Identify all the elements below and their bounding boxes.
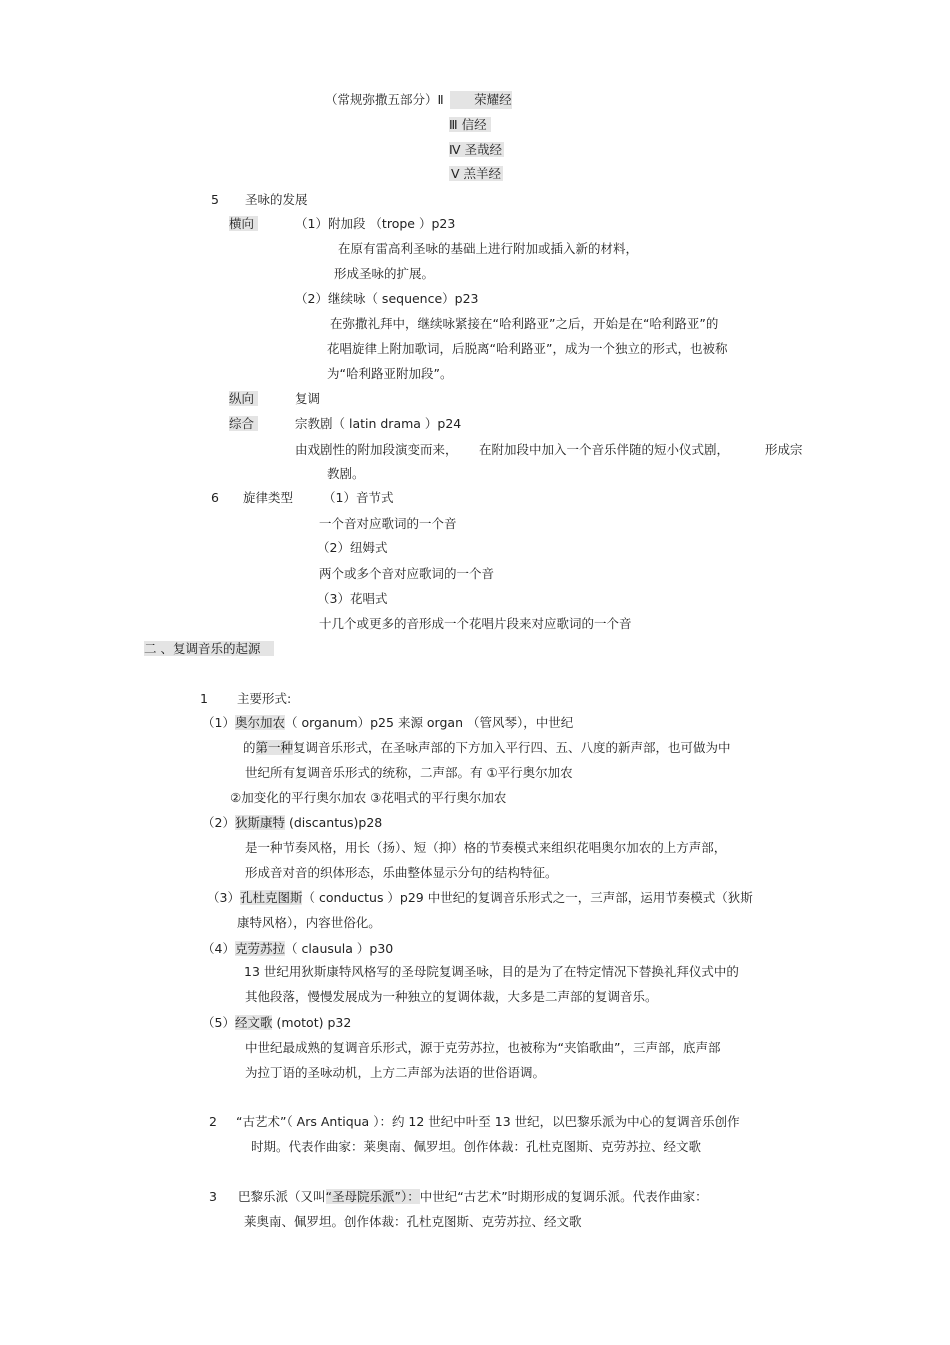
discantus-desc-2: 形成音对音的织体形态，乐曲整体显示分句的结构特征。 bbox=[245, 865, 558, 880]
clausula-desc-2: 其他段落，慢慢发展成为一种独立的复调体裁，大多是二声部的复调音乐。 bbox=[245, 989, 658, 1004]
organum-name: 奥尔加农 bbox=[234, 715, 285, 730]
sequence-desc-1: 在弥撒礼拜中，继续咏紧接在“哈利路亚”之后，开始是在“哈利路亚”的 bbox=[330, 316, 719, 331]
melody-type-1: （1）音节式 bbox=[323, 490, 394, 505]
p1-number: 1 bbox=[200, 691, 208, 706]
s5-horizontal-label bbox=[229, 215, 258, 233]
section-2-heading-text: 二 、复调音乐的起源 bbox=[144, 641, 274, 656]
mass-prefix: （常规弥撒五部分）Ⅱ bbox=[325, 92, 444, 107]
mass-agnus-dei: Ⅴ 羔羊经 bbox=[451, 166, 502, 181]
p3-text-a: 巴黎乐派（又叫 bbox=[238, 1189, 326, 1204]
discantus-index: （2） bbox=[202, 815, 235, 830]
clausula-index: （4） bbox=[202, 941, 235, 956]
motet-heading bbox=[202, 1014, 351, 1032]
melody-type-3-desc: 十几个或更多的音形成一个花唱片段来对应歌词的一个音 bbox=[319, 616, 632, 631]
discantus-desc-1: 是一种节奏风格，用长（扬）、短（抑）格的节奏模式来组织花唱奥尔加农的上方声部， bbox=[245, 840, 727, 855]
drama-desc-1c: 形成宗 bbox=[765, 442, 803, 457]
horizontal-label-text: 横向 bbox=[229, 216, 258, 231]
mass-parts-line-3 bbox=[449, 116, 491, 134]
motet-rest: (motot) p32 bbox=[272, 1015, 352, 1030]
s5-title: 圣咏的发展 bbox=[245, 192, 308, 207]
drama-desc-1b: 在附加段中加入一个音乐伴随的短小仪式剧， bbox=[479, 442, 730, 457]
mass-gloria: 荣耀经 bbox=[450, 91, 512, 109]
vertical-text: 复调 bbox=[295, 391, 321, 406]
combined-label-text: 综合 bbox=[229, 416, 258, 431]
melody-type-3: （3）花唱式 bbox=[317, 591, 388, 606]
conductus-rest: （ conductus ）p29 中世纪的复调音乐形式之一，三声部，运用节奏模式（狄斯 bbox=[302, 890, 753, 905]
melody-type-2-desc: 两个或多个音对应歌词的一个音 bbox=[319, 566, 495, 581]
s6-number: 6 bbox=[211, 490, 219, 505]
mass-parts-line-4 bbox=[449, 141, 504, 159]
conductus-name: 孔杜克图斯 bbox=[239, 890, 303, 905]
p2-desc-1: 时期。代表作曲家：莱奥南、佩罗坦。创作体裁：孔杜克图斯、克劳苏拉、经文歌 bbox=[251, 1139, 702, 1154]
discantus-rest: (discantus)p28 bbox=[284, 815, 383, 830]
clausula-rest: （ clausula ）p30 bbox=[284, 941, 394, 956]
sequence-desc-2: 花唱旋律上附加歌词，后脱离“哈利路亚”，成为一个独立的形式，也被称 bbox=[327, 341, 728, 356]
discantus-heading bbox=[202, 814, 382, 832]
p3-text-b: “圣母院乐派”）： bbox=[325, 1189, 420, 1204]
vertical-label-text: 纵向 bbox=[229, 391, 258, 406]
drama-desc-2: 教剧。 bbox=[327, 466, 365, 481]
p2-text: “古艺术”（ Ars Antiqua ）：约 12 世纪中叶至 13 世纪，以巴黎乐派为中心的复调音乐创作 bbox=[236, 1114, 740, 1129]
organum-desc-1a: 的 bbox=[243, 740, 256, 755]
trope-desc-2: 形成圣咏的扩展。 bbox=[334, 266, 435, 281]
drama-desc-1a: 由戏剧性的附加段演变而来， bbox=[295, 442, 458, 457]
organum-index: （1） bbox=[202, 715, 235, 730]
p3-number: 3 bbox=[209, 1189, 217, 1204]
combined-text: 宗教剧（ latin drama ）p24 bbox=[295, 416, 462, 431]
clausula-name: 克劳苏拉 bbox=[234, 941, 285, 956]
s5-vertical-label bbox=[229, 390, 258, 408]
organum-rest: （ organum）p25 来源 organ （管风琴），中世纪 bbox=[284, 715, 574, 730]
s6-title: 旋律类型 bbox=[243, 490, 294, 505]
sequence-desc-3: 为“哈利路亚附加段”。 bbox=[327, 366, 453, 381]
mass-credo: Ⅲ 信经 bbox=[449, 117, 491, 132]
discantus-name: 狄斯康特 bbox=[234, 815, 285, 830]
organum-desc-1c: 复调音乐形式，在圣咏声部的下方加入平行四、五、八度的新声部，也可做为中 bbox=[293, 740, 731, 755]
conductus-desc-1: 康特风格），内容世俗化。 bbox=[237, 915, 381, 930]
motet-index: （5） bbox=[202, 1015, 235, 1030]
conductus-index: （3） bbox=[207, 890, 240, 905]
melody-type-2: （2）纽姆式 bbox=[317, 540, 388, 555]
clausula-desc-1: 13 世纪用狄斯康特风格写的圣母院复调圣咏，目的是为了在特定情况下替换礼拜仪式中的 bbox=[244, 964, 739, 979]
clausula-heading bbox=[202, 940, 393, 958]
organum-desc-2: 世纪所有复调音乐形式的统称，二声部。有 ①平行奥尔加农 bbox=[245, 765, 573, 780]
mass-parts-line-5 bbox=[449, 165, 503, 183]
p1-title: 主要形式: bbox=[237, 691, 292, 706]
motet-desc-1: 中世纪最成熟的复调音乐形式，源于克劳苏拉，也被称为“夹馅歌曲”，三声部，底声部 bbox=[245, 1040, 721, 1055]
p3-desc-1: 莱奥南、佩罗坦。创作体裁：孔杜克图斯、克劳苏拉、经文歌 bbox=[244, 1214, 582, 1229]
organum-desc-1 bbox=[243, 739, 731, 757]
conductus-heading bbox=[207, 889, 753, 907]
organum-desc-1b: 第一种 bbox=[255, 740, 294, 755]
organum-heading bbox=[202, 714, 573, 732]
mass-parts-line-2 bbox=[325, 91, 512, 109]
trope-desc-1: 在原有雷高利圣咏的基础上进行附加或插入新的材料， bbox=[338, 241, 639, 256]
sequence-heading: （2）继续咏（ sequence）p23 bbox=[295, 291, 479, 306]
melody-type-1-desc: 一个音对应歌词的一个音 bbox=[319, 516, 457, 531]
trope-heading: （1）附加段 （trope ）p23 bbox=[295, 216, 456, 231]
section-2-heading bbox=[144, 640, 274, 658]
s5-number: 5 bbox=[211, 192, 219, 207]
organum-desc-3: ②加变化的平行奥尔加农 ③花唱式的平行奥尔加农 bbox=[230, 790, 507, 805]
p3-text bbox=[238, 1188, 708, 1206]
p2-number: 2 bbox=[209, 1114, 217, 1129]
mass-sanctus: Ⅳ 圣哉经 bbox=[449, 142, 503, 157]
motet-desc-2: 为拉丁语的圣咏动机，上方二声部为法语的世俗语调。 bbox=[245, 1065, 546, 1080]
motet-name: 经文歌 bbox=[234, 1015, 273, 1030]
s5-combined-label bbox=[229, 415, 258, 433]
p3-text-c: 中世纪“古艺术”时期形成的复调乐派。代表作曲家： bbox=[419, 1189, 708, 1204]
